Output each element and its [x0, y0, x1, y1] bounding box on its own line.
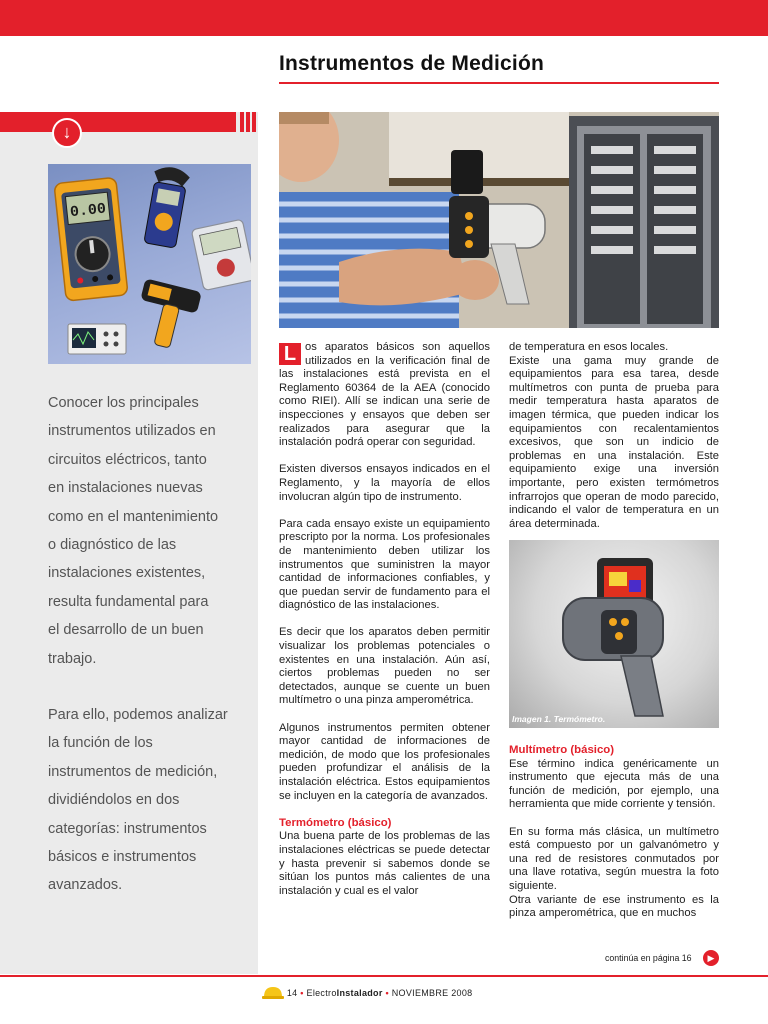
multimetro-heading: Multímetro (básico): [509, 744, 615, 756]
article-paragraph: Es decir que los aparatos deben permitir visualizar los problemas potenciales o existentes en una instalación. Aún así, ciertos problemas pueden no ser detectados, aunque se cuente un buen multímetro o una pinza amperométrica.: [279, 626, 490, 707]
sidebar-line: instrumentos utilizados en: [48, 423, 216, 440]
sidebar-line: categorías: instrumentos: [48, 820, 207, 837]
page-number: 14: [286, 988, 298, 998]
technician-photo: [279, 112, 719, 328]
next-page-icon[interactable]: ▶: [703, 950, 719, 966]
sidebar-line: instalaciones existentes,: [48, 565, 206, 582]
sidebar-intro-text: [48, 389, 253, 673]
article-paragraph: Una buena parte de los problemas de las instalaciones eléctricas se puede detectar y hasta prevenir si sabemos donde se sitúan los puntos más calientes de una instalación y cual es el valor: [279, 830, 490, 897]
sidebar-line: trabajo.: [48, 650, 97, 667]
hardhat-icon: [262, 985, 284, 999]
sidebar-red-band: [0, 112, 236, 132]
article-paragraph: Otra variante de ese instrumento es la pinza amperométrica, que en muchos: [509, 893, 719, 920]
article-paragraph: Para cada ensayo existe un equipamiento prescripto por la norma. Los profesionales de mantenimiento deben utilizar los instrumentos que suministren la mayor cantidad de informaciones confiables, y que puedan servir de fundamento para el diagnóstico de las instalaciones.: [279, 517, 490, 612]
sidebar-line: circuitos eléctricos, tanto: [48, 451, 207, 468]
brand-part-1: Electro: [306, 988, 337, 998]
sidebar-line: avanzados.: [48, 877, 123, 894]
sidebar-line: en instalaciones nuevas: [48, 480, 203, 497]
drop-cap: L: [279, 343, 301, 365]
article-paragraph: Existen diversos ensayos indicados en el Reglamento, y la mayoría de ellos involucran algún tipo de instrumento.: [279, 463, 490, 503]
termometro-heading: Termómetro (básico): [279, 816, 392, 829]
sidebar-line: Conocer los principales: [48, 395, 199, 411]
instruments-photo: [48, 164, 251, 364]
article-paragraph: Algunos instrumentos permiten obtener mayor cantidad de informaciones de medición, de modo que los profesionales pueden profundizar el análisis de la instalación eléctrica. Estos equipamientos se incluyen en la categoría de avanzados.: [279, 721, 490, 802]
title-underline: [279, 82, 719, 84]
article-column-right-bottom: [509, 744, 719, 921]
sidebar-line: resulta fundamental para: [48, 593, 209, 610]
sidebar-line: instrumentos de medición,: [48, 763, 218, 780]
article-column-right-top: [509, 341, 719, 531]
article-paragraph: de temperatura en esos locales.: [509, 341, 669, 353]
issue-date: NOVIEMBRE 2008: [391, 988, 473, 998]
footer-rule: [0, 975, 768, 977]
sidebar-line: o diagnóstico de las: [48, 537, 177, 554]
sidebar-stripe: [252, 112, 256, 132]
continuation-note: continúa en página 16: [605, 953, 692, 963]
sidebar-line: el desarrollo de un buen: [48, 622, 204, 639]
meter-display-text: 0.00: [69, 200, 107, 222]
article-paragraph: Ese término indica genéricamente un instrumento que ejecuta más de una función de medición, por ejemplo, una herramienta que mide corriente y tensión.: [509, 757, 719, 811]
sidebar-stripe: [246, 112, 250, 132]
article-column-left: [279, 341, 490, 898]
article-paragraph: Existe una gama muy grande de equipamientos para esa tarea, desde multímetros con punta de prueba para medir temperatura hasta aparatos de imagen térmica, que pueden indicar los equipamientos con recalentamientos excesivos, que son un indicio de problemas en una instalación. Este equipamiento exige una inversión importante, pero existen termómetros infrarrojos que operan de modo parecido, indicando el valor de temperatura en un área determinada.: [509, 354, 719, 530]
technician-illustration: [279, 112, 719, 328]
sidebar-stripe: [240, 112, 244, 132]
sidebar-line: la función de los: [48, 735, 153, 752]
article-paragraph: En su forma más clásica, un multímetro está compuesto por un galvanómetro y una red de resistores conmutados por una llave rotativa, según muestra la foto siguiente.: [509, 825, 719, 892]
article-paragraph: os aparatos básicos son aquellos utilizados en la verificación final de las instalaciones está prevista en el Reglamento 60364 de la AEA (conocido como RIEI). Allí se indican una serie de inspecciones y ensayos que deben ser realizados para asegurar que la instalación podrá operar con seguridad.: [279, 341, 490, 449]
page-footer: 14 • ElectroInstalador • NOVIEMBRE 2008: [262, 985, 472, 999]
brand-part-2: Instalador: [336, 988, 383, 998]
image-caption: Imagen 1. Termómetro.: [512, 714, 606, 724]
sidebar-line: como en el mantenimiento: [48, 508, 219, 525]
page-title: Instrumentos de Medición: [279, 52, 544, 75]
arrow-down-icon: ↓: [52, 118, 82, 148]
sidebar-second-text: [48, 701, 253, 900]
sidebar-line: Para ello, podemos analizar: [48, 707, 228, 723]
sidebar-line: básicos e instrumentos: [48, 849, 197, 866]
sidebar-line: dividiéndolos en dos: [48, 792, 180, 809]
top-header-band: [0, 0, 768, 36]
instruments-illustration: [48, 164, 251, 364]
thermometer-photo: [509, 540, 719, 728]
thermometer-illustration: [509, 540, 719, 728]
